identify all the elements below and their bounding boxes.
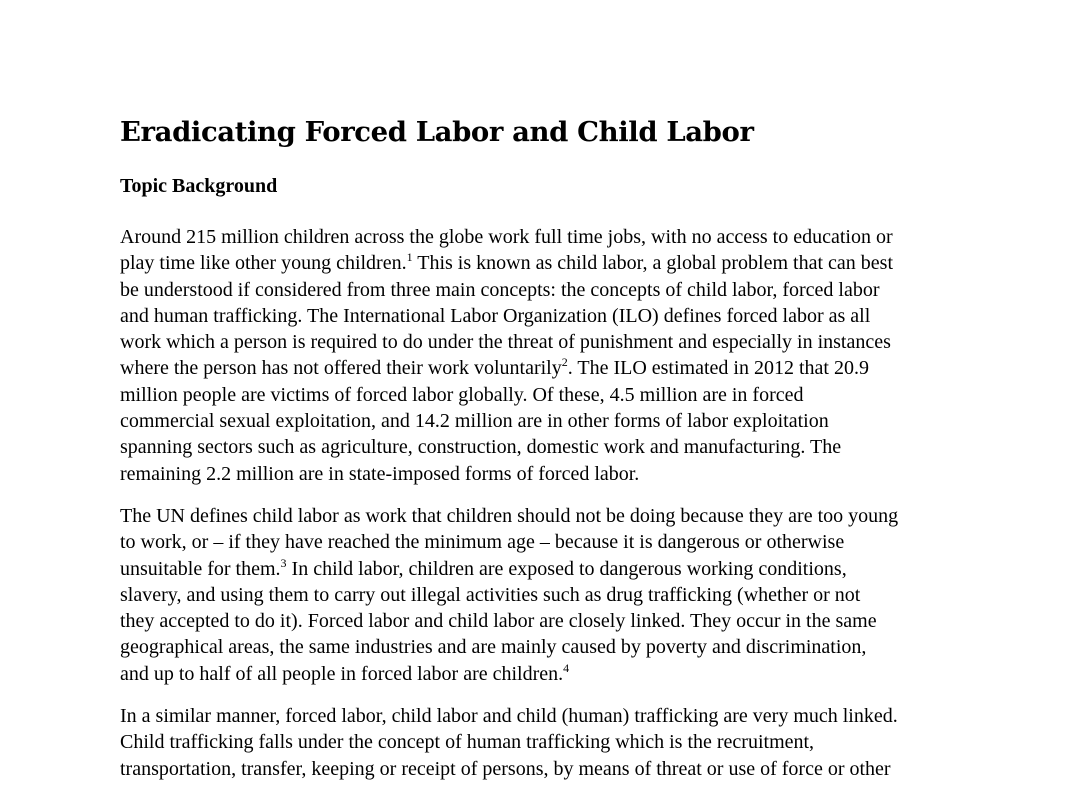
line-text: In a similar manner, forced labor, child labor and child (human) trafficking are very much linked. [120, 705, 898, 727]
text-line [120, 582, 898, 608]
line-text: they accepted to do it). Forced labor and child labor are closely linked. They occur in the same [120, 610, 877, 633]
text-line [120, 434, 893, 460]
line-text: work which a person is required to do under the threat of punishment and especially in instances [120, 331, 891, 354]
text-line [120, 303, 893, 329]
paragraph-3 [120, 703, 898, 782]
line-text: transportation, transfer, keeping or receipt of persons, by means of threat or use of force or other [120, 757, 891, 780]
line-text: play time like other young children. [120, 252, 407, 275]
text-line [120, 729, 898, 755]
footnote-marker: 3 [280, 555, 287, 570]
text-line [120, 529, 898, 555]
text-line [120, 461, 893, 487]
text-line [120, 608, 898, 634]
line-text: unsuitable for them. [120, 557, 281, 580]
text-line [120, 661, 898, 687]
line-text: Around 215 million children across the globe work full time jobs, with no access to education or [120, 226, 893, 248]
line-text: commercial sexual exploitation, and 14.2 million are in other forms of labor exploitation [120, 410, 829, 433]
document-title: Eradicating Forced Labor and Child Labor [120, 116, 754, 148]
line-text: spanning sectors such as agriculture, construction, domestic work and manufacturing. The [120, 436, 842, 459]
text-line [120, 703, 898, 729]
section-heading: Topic Background [120, 175, 278, 197]
footnote-marker: 1 [406, 250, 413, 265]
text-line [120, 355, 893, 381]
line-text: geographical areas, the same industries and are mainly caused by poverty and discrimination, [120, 636, 867, 659]
text-line [120, 382, 893, 408]
line-text: and up to half of all people in forced labor are children. [120, 662, 564, 685]
line-text: remaining 2.2 million are in state-imposed forms of forced labor. [120, 462, 640, 485]
line-text: million people are victims of forced labor globally. Of these, 4.5 million are in forced [120, 383, 804, 406]
paragraph-2 [120, 503, 898, 687]
line-text: The UN defines child labor as work that children should not be doing because they are too young [120, 505, 899, 527]
line-text: be understood if considered from three main concepts: the concepts of child labor, forced labor [120, 278, 880, 301]
line-text: and human trafficking. The International Labor Organization (ILO) defines forced labor as all [120, 304, 871, 327]
text-line [120, 756, 898, 782]
text-line [120, 224, 893, 250]
text-line [120, 503, 898, 529]
footnote-marker: 4 [563, 660, 570, 675]
line-text: where the person has not offered their work voluntarily [120, 357, 562, 380]
paragraph-1 [120, 224, 893, 487]
line-text-continued: This is known as child labor, a global problem that can best [412, 252, 893, 275]
footnote-marker: 2 [561, 355, 568, 370]
line-text: Child trafficking falls under the concept of human trafficking which is the recruitment, [120, 731, 815, 754]
text-line [120, 408, 893, 434]
text-line [120, 250, 893, 276]
line-text: slavery, and using them to carry out illegal activities such as drug trafficking (whether or not [120, 583, 861, 606]
text-line [120, 329, 893, 355]
text-line [120, 277, 893, 303]
line-text-continued: In child labor, children are exposed to dangerous working conditions, [286, 557, 847, 580]
line-text: to work, or – if they have reached the minimum age – because it is dangerous or otherwise [120, 531, 845, 554]
text-line [120, 556, 898, 582]
text-line [120, 634, 898, 660]
line-text-continued: . The ILO estimated in 2012 that 20.9 [567, 357, 869, 380]
